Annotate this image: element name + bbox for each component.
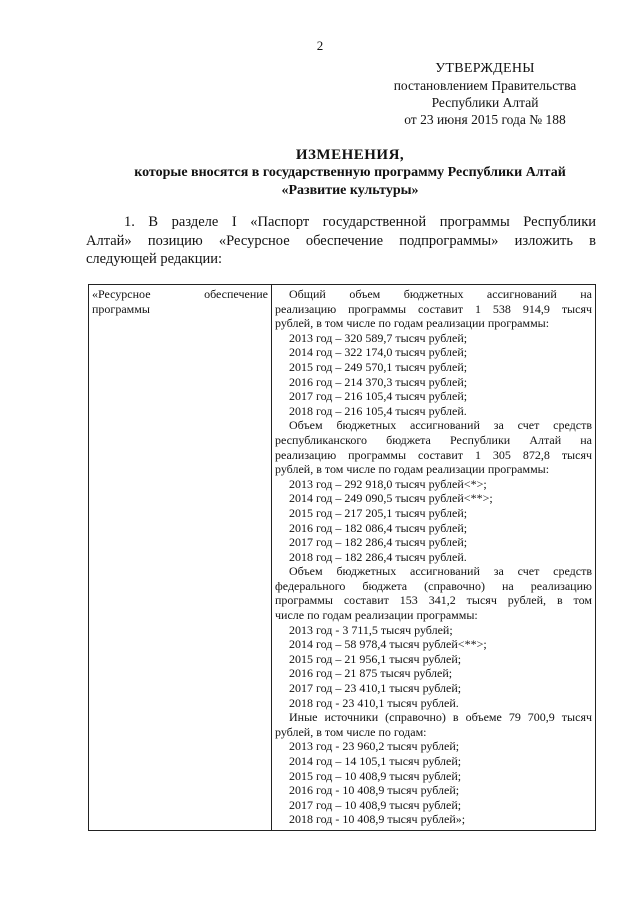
year-line: 2017 год – 10 408,9 тысяч рублей; — [289, 797, 462, 812]
text-line: рублей, в том числе по годам реализации программы: — [275, 316, 550, 331]
intro-line: Алтай» позицию «Ресурсное обеспечение подпрограммы» изложить в — [86, 232, 596, 249]
position-name-cell — [89, 285, 272, 831]
text-line: реализацию программы составит 1 305 872,8 тысяч — [275, 447, 592, 462]
text-line: рублей, в том числе по годам реализации программы: — [275, 462, 550, 477]
position-name-part: обеспечение — [204, 287, 268, 301]
page-number: 2 — [316, 38, 324, 53]
text-line: рублей, в том числе по годам: — [275, 724, 427, 739]
table-row — [89, 285, 596, 831]
position-name — [92, 287, 268, 302]
text-line: числе по годам реализации программы: — [275, 608, 478, 623]
year-line: 2014 год – 58 978,4 тысяч рублей<**>; — [289, 637, 487, 652]
approval-date: от 23 июня 2015 года № 188 — [404, 112, 566, 127]
approval-line: Республики Алтай — [431, 95, 539, 110]
year-line: 2013 год – 320 589,7 тысяч рублей; — [289, 330, 468, 345]
title-heading: ИЗМЕНЕНИЯ, — [295, 147, 405, 163]
year-line: 2015 год – 217 205,1 тысяч рублей; — [289, 505, 468, 520]
text-line: республиканского бюджета Республики Алтай на — [275, 432, 592, 447]
year-line: 2014 год – 14 105,1 тысяч рублей; — [289, 754, 462, 768]
text-line: федерального бюджета (справочно) на реализацию — [275, 578, 592, 593]
text-line: Общий объем бюджетных ассигнований на — [289, 287, 592, 301]
program-name: «Развитие культуры» — [281, 183, 419, 198]
year-line: 2017 год – 23 410,1 тысяч рублей; — [289, 681, 462, 696]
year-line: 2017 год – 182 286,4 тысяч рублей; — [289, 535, 468, 550]
approval-line: постановлением Правительства — [393, 78, 577, 93]
year-line: 2014 год – 322 174,0 тысяч рублей; — [289, 345, 468, 360]
year-line: 2014 год – 249 090,5 тысяч рублей<**>; — [289, 491, 493, 506]
year-line: 2013 год - 23 960,2 тысяч рублей; — [289, 739, 460, 754]
year-line: 2013 год - 3 711,5 тысяч рублей; — [289, 622, 453, 637]
year-line: 2018 год – 182 286,4 тысяч рублей. — [289, 549, 467, 564]
text-line: Объем бюджетных ассигнований за счет средств — [289, 418, 592, 433]
intro-line: следующей редакции: — [86, 251, 223, 267]
year-line: 2015 год – 10 408,9 тысяч рублей; — [289, 768, 462, 783]
intro-paragraph — [86, 213, 596, 269]
year-line: 2017 год – 216 105,4 тысяч рублей; — [289, 389, 468, 404]
approval-stamp — [360, 60, 610, 128]
title-subheading: которые вносятся в государственную программу Республики Алтай — [134, 165, 566, 180]
text-line: Иные источники (справочно) в объеме 79 700,9 тысяч — [289, 710, 592, 725]
year-line: 2018 год - 10 408,9 тысяч рублей»; — [289, 812, 466, 827]
text-line: Объем бюджетных ассигнований за счет средств — [289, 564, 592, 579]
intro-line: 1. В разделе I «Паспорт государственной программы Республики — [124, 214, 596, 230]
year-line: 2015 год – 21 956,1 тысяч рублей; — [289, 651, 462, 666]
year-line: 2016 год – 21 875 тысяч рублей; — [289, 666, 453, 681]
approval-title: УТВЕРЖДЕНЫ — [435, 61, 535, 76]
year-line: 2016 год – 214 370,3 тысяч рублей; — [289, 374, 468, 389]
position-name-line: программы — [92, 301, 150, 316]
year-line: 2018 год - 23 410,1 тысяч рублей. — [289, 695, 459, 710]
document-title — [60, 146, 640, 200]
text-line: программы составит 153 341,2 тысяч рублей, в том — [275, 593, 592, 608]
year-line: 2015 год – 249 570,1 тысяч рублей; — [289, 359, 468, 374]
year-line: 2016 год – 182 086,4 тысяч рублей; — [289, 520, 468, 535]
year-line: 2013 год – 292 918,0 тысяч рублей<*>; — [289, 476, 487, 491]
year-line: 2018 год – 216 105,4 тысяч рублей. — [289, 403, 467, 418]
text-line: реализацию программы составит 1 538 914,9 тысяч — [275, 301, 592, 316]
position-content-cell — [272, 285, 596, 831]
resource-table — [88, 284, 596, 831]
year-line: 2016 год - 10 408,9 тысяч рублей; — [289, 783, 460, 798]
position-name-part: «Ресурсное — [92, 287, 151, 301]
